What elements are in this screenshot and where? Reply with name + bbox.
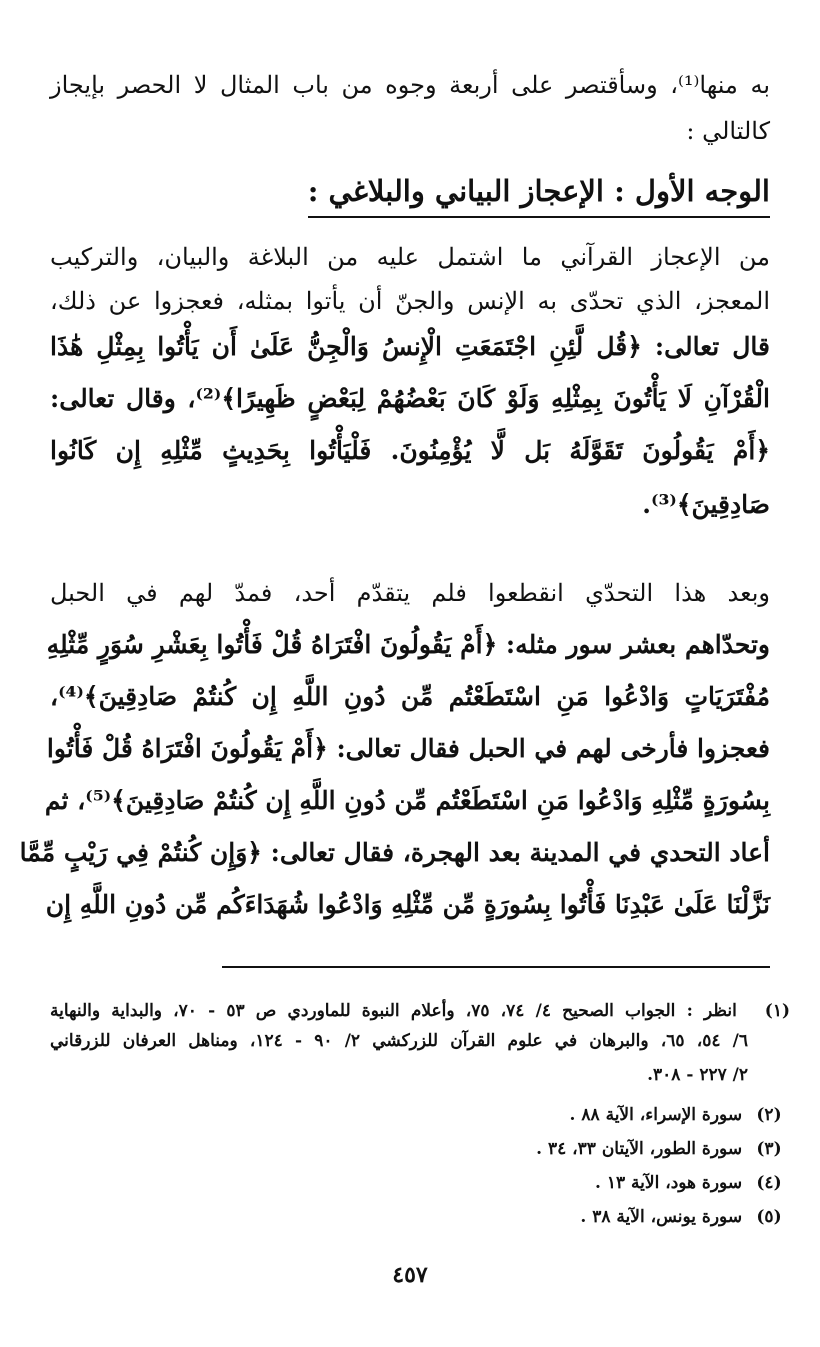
body-line: مُفْتَرَيَاتٍ وَادْعُوا مَنِ اسْتَطَعْتُم مِّن دُونِ اللَّهِ إِن كُنتُمْ صَادِقِينَ﴾⁽⁴⁾، (50, 682, 770, 711)
body-line: بِسُورَةٍ مِّثْلِهِ وَادْعُوا مَنِ اسْتَطَعْتُم مِّن دُونِ اللَّهِ إِن كُنتُمْ صَادِقِينَ﴾⁽⁵⁾، ثم (44, 786, 770, 815)
footnote-1-cont: ٦/ ٥٤، ٦٥، والبرهان في علوم القرآن للزركشي ٢/ ٩٠ - ١٢٤، ومناهل العرفان للزرقاني (50, 1031, 748, 1051)
body-line: فعجزوا فأرخى لهم في الحبل فقال تعالى: ﴿أَمْ يَقُولُونَ افْتَرَاهُ قُلْ فَأْتُوا (46, 734, 770, 763)
footnote-1 (50, 996, 790, 1026)
body-line: وبعد هذا التحدّي انقطعوا فلم يتقدّم أحد، فمدّ لهم في الحبل (50, 579, 770, 607)
footnote-divider (222, 966, 770, 968)
body-line: نَزَّلْنَا عَلَىٰ عَبْدِنَا فَأْتُوا بِسُورَةٍ مِّن مِّثْلِهِ وَادْعُوا شُهَدَاءَكُم مِّن دُونِ اللَّهِ إِن (45, 890, 770, 919)
body-line: وتحدّاهم بعشر سور مثله: ﴿أَمْ يَقُولُونَ افْتَرَاهُ قُلْ فَأْتُوا بِعَشْرِ سُوَرٍ مِّثْلِهِ (46, 630, 770, 659)
footnote-number: (٤) (756, 1173, 782, 1193)
footnote-4 (50, 1168, 790, 1198)
footnote-3 (50, 1134, 790, 1164)
footnote-number: (٣) (756, 1139, 782, 1159)
body-line: الْقُرْآنِ لَا يَأْتُونَ بِمِثْلِهِ وَلَوْ كَانَ بَعْضُهُمْ لِبَعْضٍ ظَهِيرًا﴾⁽²⁾، وقال تعالى: (50, 384, 770, 413)
footnote-text: سورة هود، الآية ١٣ . (595, 1173, 743, 1193)
footnote-text: سورة الطور، الآيتان ٣٣، ٣٤ . (536, 1139, 743, 1159)
footnote-1-cont: ٢/ ٢٢٧ - ٣٠٨. (647, 1065, 748, 1085)
heading-separator: : (603, 174, 635, 208)
page-number: ٤٥٧ (392, 1262, 428, 1288)
body-line: صَادِقِينَ﴾⁽³⁾. (642, 490, 770, 519)
footnote-text: سورة يونس، الآية ٣٨ . (580, 1207, 743, 1227)
section-heading (308, 168, 770, 218)
footnote-2 (50, 1100, 790, 1130)
footnote-number: (٥) (756, 1207, 782, 1227)
body-line: قال تعالى: ﴿قُل لَّئِنِ اجْتَمَعَتِ الْإِنسُ وَالْجِنُّ عَلَىٰ أَن يَأْتُوا بِمِثْلِ هَٰذَا (50, 332, 770, 361)
body-line: المعجز، الذي تحدّى به الإنس والجنّ أن يأتوا بمثله، فعجزوا عن ذلك، (50, 287, 770, 315)
footnote-number: (٢) (756, 1105, 782, 1125)
body-line: من الإعجاز القرآني ما اشتمل عليه من البلاغة والبيان، والتركيب (50, 243, 770, 271)
footnote-number: (١) (764, 1001, 790, 1021)
intro-line-2: كالتالي : (686, 117, 770, 145)
footnote-5 (50, 1202, 790, 1232)
footnote-text: سورة الإسراء، الآية ٨٨ . (569, 1105, 743, 1125)
heading-subtitle: الإعجاز البياني والبلاغي : (307, 174, 604, 208)
intro-line-1: به منها⁽¹⁾، وسأقتصر على أربعة وجوه من باب المثال لا الحصر بإيجاز (50, 71, 771, 99)
body-line: أعاد التحدي في المدينة بعد الهجرة، فقال تعالى: ﴿وَإِن كُنتُمْ فِي رَيْبٍ مِّمَّا (19, 838, 770, 867)
heading-title: الوجه الأول (634, 174, 770, 208)
body-line: ﴿أَمْ يَقُولُونَ تَقَوَّلَهُ بَل لَّا يُؤْمِنُونَ. فَلْيَأْتُوا بِحَدِيثٍ مِّثْلِهِ إِن كَانُوا (50, 436, 770, 465)
footnote-text: انظر : الجواب الصحيح ٤/ ٧٤، ٧٥، وأعلام النبوة للماوردي ص ٥٣ - ٧٠، والبداية والنهاية (50, 1001, 737, 1021)
